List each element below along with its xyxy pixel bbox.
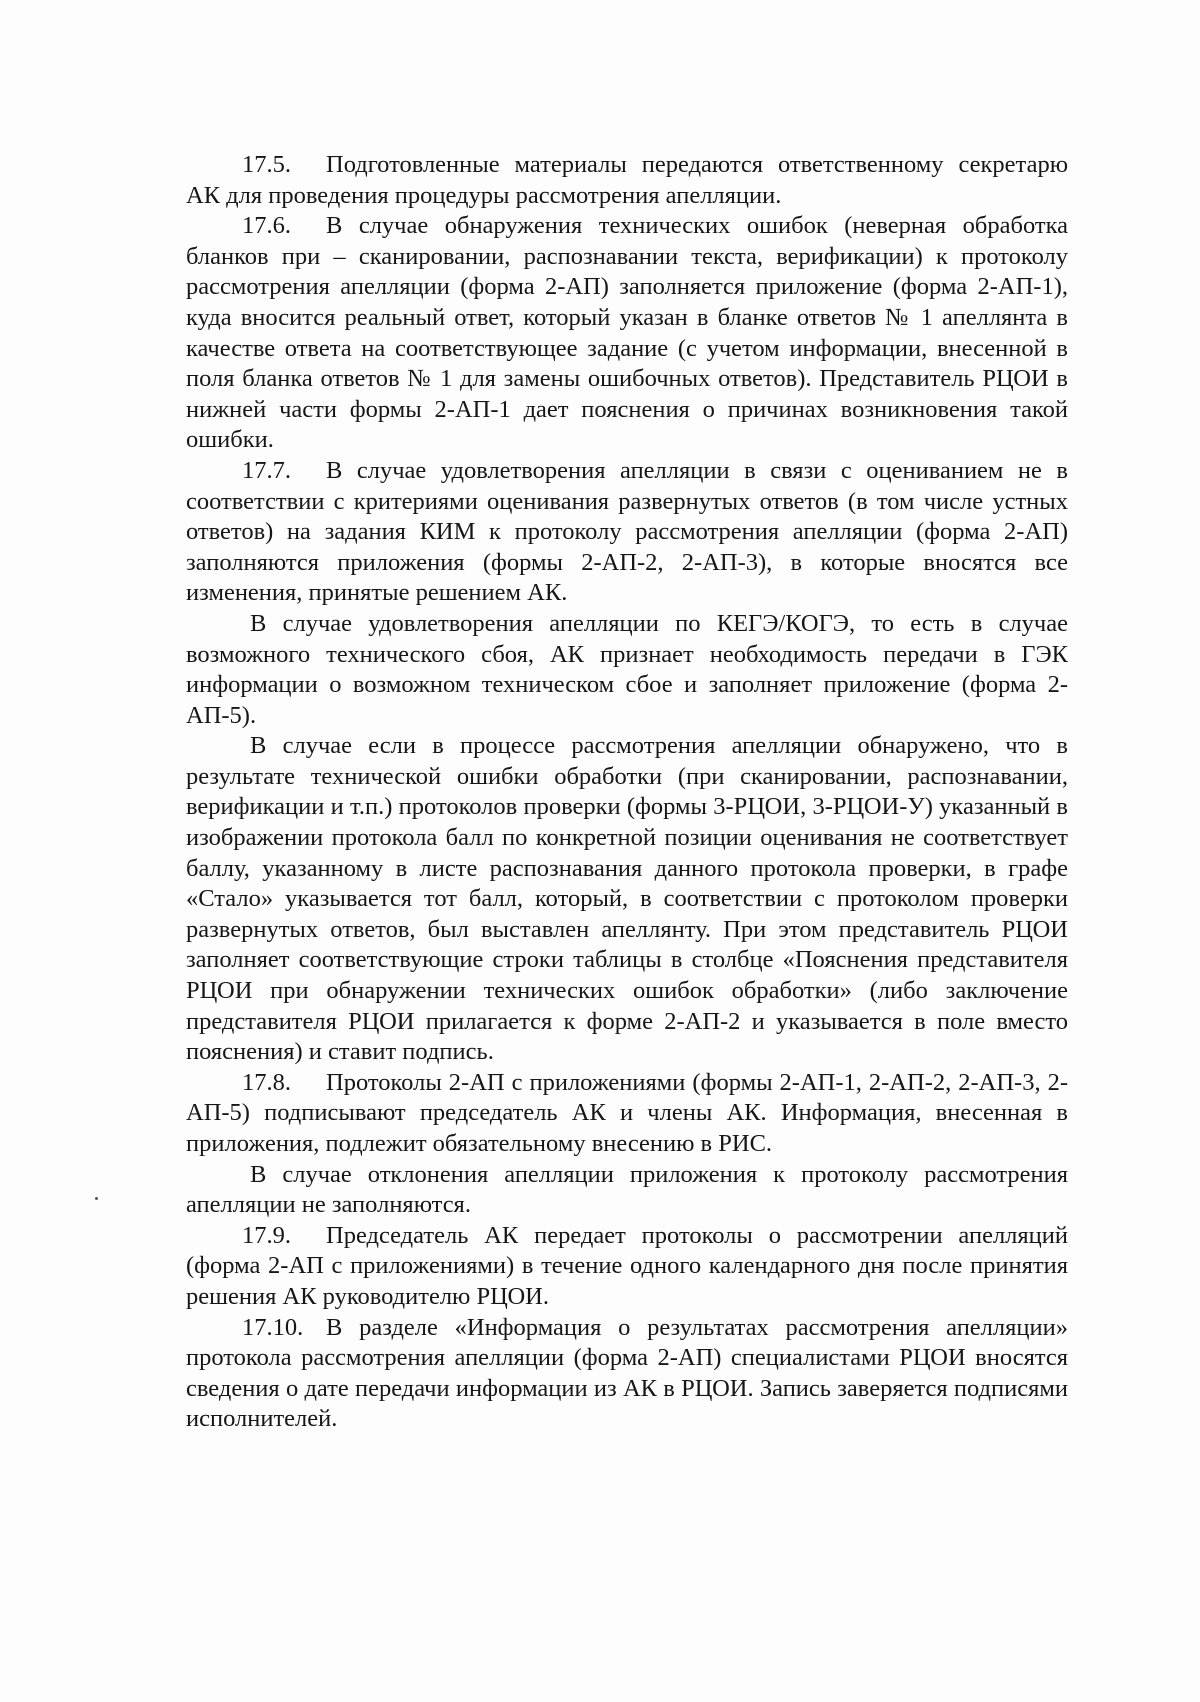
paragraph-text: В разделе «Информация о результатах рассмотрения апелляции» протокола рассмотрения апелляции (форма 2-АП) специалистами РЦОИ вносятся сведения о дате передачи информации из АК в РЦОИ. Запись заверяется подписями исполнителей. [186, 1313, 1068, 1433]
document-body [186, 150, 1068, 1435]
paragraph-number: 17.6. [242, 212, 291, 240]
paragraph-text: В случае удовлетворения апелляции по КЕГЭ/КОГЭ, то есть в случае возможного технического сбоя, АК признает необходимость передачи в ГЭК информации о возможном техническом сбое и заполняет приложение (форма 2-АП-5). [186, 609, 1068, 729]
paragraph-17-7 [186, 456, 1068, 609]
paragraph-technical-error [186, 731, 1068, 1068]
paragraph-number: 17.8. [242, 1068, 291, 1096]
paragraph-kege-kogе [186, 609, 1068, 731]
paragraph-text: Подготовленные материалы передаются ответственному секретарю АК для проведения процедуры рассмотрения апелляции. [186, 151, 1068, 209]
paragraph-17-9 [186, 1221, 1068, 1313]
paragraph-text: Председатель АК передает протоколы о рассмотрении апелляций (форма 2-АП с приложениями) в течение одного календарного дня после принятия решения АК руководителю РЦОИ. [186, 1221, 1068, 1310]
paragraph-text: Протоколы 2-АП с приложениями (формы 2-АП-1, 2-АП-2, 2-АП-3, 2-АП-5) подписывают председатель АК и члены АК. Информация, внесенная в приложения, подлежит обязательному внесению в РИС. [186, 1068, 1068, 1157]
paragraph-text: В случае обнаружения технических ошибок (неверная обработка бланков при – сканировании, распознавании текста, верификации) к протоколу рассмотрения апелляции (форма 2-АП) заполняется приложение (форма 2-АП-1), куда вносится реальный ответ, который указан в бланке ответов № 1 апеллянта в качестве ответа на соответствующее задание (с учетом информации, внесенной в поля бланка ответов № 1 для замены ошибочных ответов). Представитель РЦОИ в нижней части формы 2-АП-1 дает пояснения о причинах возникновения такой ошибки. [186, 212, 1068, 454]
paragraph-text: В случае если в процессе рассмотрения апелляции обнаружено, что в результате технической ошибки обработки (при сканировании, распознавании, верификации и т.п.) протоколов проверки (формы 3-РЦОИ, 3-РЦОИ-У) указанный в изображении протокола балл по конкретной позиции оценивания не соответствует баллу, указанному в листе распознавания данного протокола проверки, в графе «Стало» указывается тот балл, который, в соответствии с протоколом проверки развернутых ответов, был выставлен апеллянту. При этом представитель РЦОИ заполняет соответствующие строки таблицы в столбце «Пояснения представителя РЦОИ при обнаружении технических ошибок обработки» (либо заключение представителя РЦОИ прилагается к форме 2-АП-2 и указывается в поле вместо пояснения) и ставит подпись. [186, 732, 1068, 1066]
paragraph-17-6 [186, 211, 1068, 456]
paragraph-17-8 [186, 1068, 1068, 1160]
paragraph-rejection [186, 1160, 1068, 1221]
paragraph-number: 17.5. [242, 151, 291, 178]
paragraph-text: В случае отклонения апелляции приложения к протоколу рассмотрения апелляции не заполняются. [186, 1160, 1068, 1219]
paragraph-number: 17.7. [242, 456, 291, 484]
paragraph-text: В случае удовлетворения апелляции в связи с оцениванием не в соответствии с критериями оценивания развернутых ответов (в том числе устных ответов) на задания КИМ к протоколу рассмотрения апелляции (форма 2-АП) заполняются приложения (формы 2-АП-2, 2-АП-3), в которые вносятся все изменения, принятые решением АК. [186, 456, 1068, 607]
scan-speck [95, 1197, 98, 1200]
paragraph-17-5 [186, 150, 1068, 211]
paragraph-number: 17.10. [242, 1313, 304, 1341]
paragraph-17-10 [186, 1313, 1068, 1435]
paragraph-number: 17.9. [242, 1221, 291, 1249]
